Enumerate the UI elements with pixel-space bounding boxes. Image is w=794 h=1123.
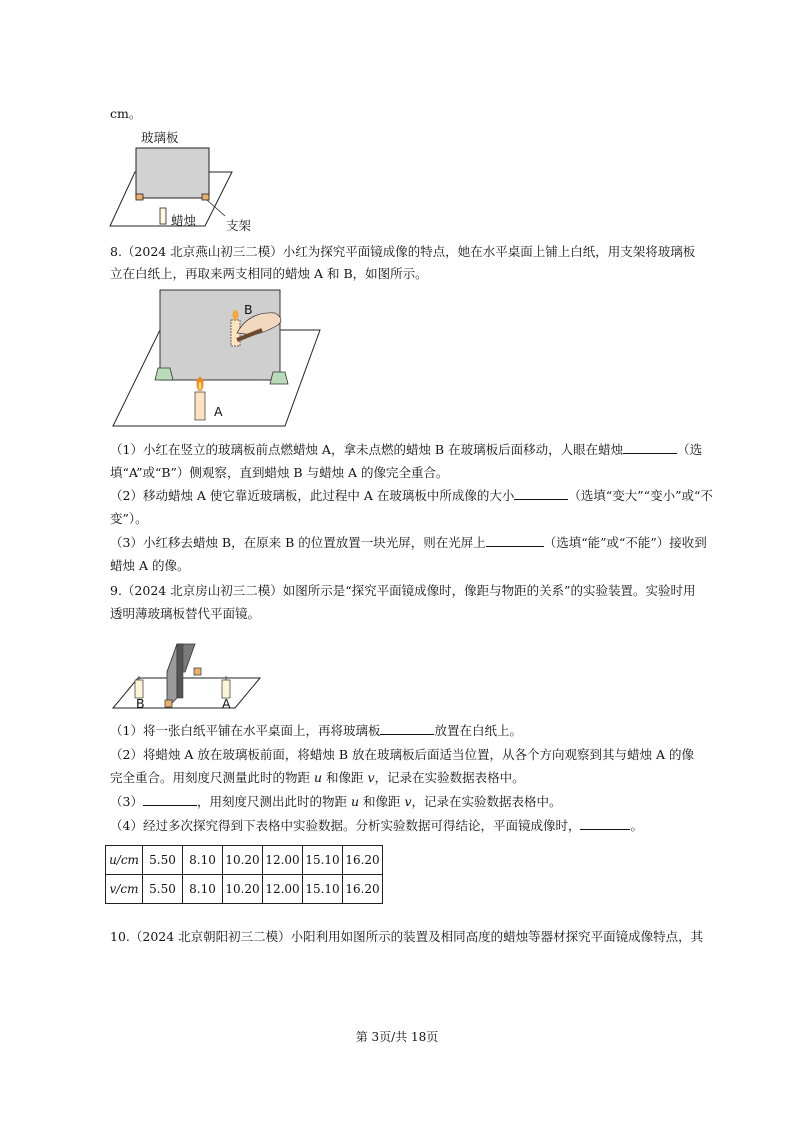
q9-p2-text-a: 完全重合。用刻度尺测量此时的物距	[110, 770, 314, 785]
q8-p2-text-a: （2）移动蜡烛 A 使它靠近玻璃板，此过程中 A 在玻璃板中所成像的大小	[110, 488, 515, 503]
q9-p1-text-b: 放置在白纸上。	[434, 723, 522, 738]
glass-label: 玻璃板	[141, 130, 179, 145]
q9-p1-text-a: （1）将一张白纸平铺在水平桌面上，再将玻璃板	[110, 723, 381, 738]
figure-3-drawing	[110, 632, 270, 712]
q8-p2-text-b: （选填“变大”“变小”或“不	[568, 488, 713, 503]
table-cell: 12.00	[263, 875, 303, 904]
figure-glass-candle-stand	[105, 128, 305, 238]
table-row-u	[106, 846, 383, 875]
q8-p3-text-b: （选填“能”或“不能”）接收到	[543, 535, 707, 550]
q9-p3-blank[interactable]	[143, 792, 197, 806]
table-cell: 5.50	[143, 846, 183, 875]
q9-p2-v: v	[367, 770, 375, 785]
table-cell: 8.10	[183, 846, 223, 875]
q9-p3-u: u	[350, 794, 359, 809]
q8-p3-blank[interactable]	[486, 533, 544, 547]
table-cell: 16.20	[343, 875, 383, 904]
stand-label: 支架	[226, 218, 252, 233]
data-table	[105, 845, 383, 904]
q9-p3-text-c: 和像距	[359, 794, 405, 809]
q9-p3-v: v	[404, 794, 412, 809]
q9-p4-text-a: （4）经过多次探究得到下表格中实验数据。分析实验数据可得结论，平面镜成像时，	[110, 818, 581, 833]
q9-label-a: A	[222, 696, 231, 711]
table-cell: 16.20	[343, 846, 383, 875]
q9-part2-line2	[110, 768, 690, 788]
q8-label-b: B	[244, 302, 253, 317]
q9-p2-text-b: 和像距	[322, 770, 368, 785]
q8-p3-text-a: （3）小红移去蜡烛 B，在原来 B 的位置放置一块光屏，则在光屏上	[110, 535, 486, 550]
q9-part2-line1: （2）将蜡烛 A 放在玻璃板前面，将蜡烛 B 放在玻璃板后面适当位置，从各个方向观察到其与蜡烛 A 的像	[110, 747, 695, 762]
q8-p1-blank[interactable]	[623, 440, 677, 454]
q8-part1-line1	[110, 440, 703, 460]
candle-label: 蜡烛	[171, 213, 197, 228]
q9-p3-text-d: ，记录在实验数据表格中。	[411, 794, 562, 809]
figure-1-drawing	[105, 128, 305, 238]
q9-p1-blank[interactable]	[380, 721, 434, 735]
table-cell: 12.00	[263, 846, 303, 875]
q9-p3-text-b: ，用刻度尺测出此时的物距	[196, 794, 351, 809]
q8-part2-line1	[110, 486, 713, 506]
q8-p2-blank[interactable]	[514, 486, 568, 500]
table-cell: 15.10	[303, 846, 343, 875]
q8-p1-text-a: （1）小红在竖立的玻璃板前点燃蜡烛 A，拿未点燃的蜡烛 B 在玻璃板后面移动，人眼在蜡烛	[110, 442, 624, 457]
q10-stem-line1: 10.（2024 北京朝阳初三二模）小阳利用如图所示的装置及相同高度的蜡烛等器材探究平面镜成像特点，其	[110, 929, 704, 944]
table-header-v: v/cm	[106, 875, 143, 904]
q8-p1-text-b: （选	[677, 442, 703, 457]
page-footer: 第 3页/共 18页	[355, 1030, 439, 1044]
q9-stem-line2: 透明薄玻璃板替代平面镜。	[110, 606, 261, 621]
table-cell: 5.50	[143, 875, 183, 904]
table-cell: 15.10	[303, 875, 343, 904]
q9-p4-blank[interactable]	[580, 816, 630, 830]
q8-part3-line2: 蜡烛 A 的像。	[110, 558, 190, 573]
q8-label-a: A	[214, 404, 223, 419]
q9-part3	[110, 792, 690, 812]
q9-stem-line1: 9.（2024 北京房山初三二模）如图所示是“探究平面镜成像时，像距与物距的关系”的实验装置。实验时用	[110, 583, 696, 598]
q8-part2-line2: 变”）。	[110, 511, 148, 526]
q9-p4-text-b: 。	[630, 818, 643, 833]
q9-p2-text-c: ，记录在实验数据表格中。	[374, 770, 525, 785]
table-cell: 10.20	[223, 875, 263, 904]
table-cell: 8.10	[183, 875, 223, 904]
table-row-v	[106, 875, 383, 904]
q9-label-b: B	[136, 696, 145, 711]
q9-part1	[110, 721, 690, 741]
q9-part4	[110, 816, 690, 836]
table-header-u: u/cm	[106, 846, 143, 875]
q8-part3-line1	[110, 533, 707, 553]
q8-stem-line1: 8.（2024 北京燕山初三二模）小红为探究平面镜成像的特点，她在水平桌面上铺上白纸，用支架将玻璃板	[110, 244, 696, 259]
q9-p2-u: u	[313, 770, 323, 785]
figure-glass-two-candles	[110, 288, 330, 428]
table-cell: 10.20	[223, 846, 263, 875]
figure-glass-candles-ab	[110, 632, 270, 712]
q8-stem-line2: 立在白纸上，再取来两支相同的蜡烛 A 和 B，如图所示。	[110, 266, 428, 281]
q9-p3-text-a: （3）	[110, 794, 143, 809]
top-text: cm。	[110, 106, 142, 121]
q8-part1-line2: 填“A”或“B”）侧观察，直到蜡烛 B 与蜡烛 A 的像完全重合。	[110, 465, 449, 480]
